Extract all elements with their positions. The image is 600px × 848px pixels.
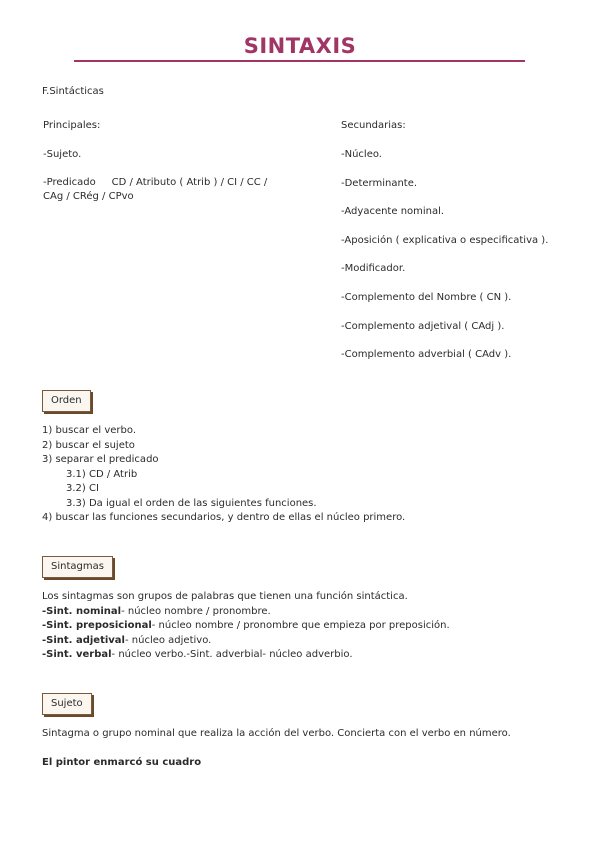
- sintagma-preposicional: [42, 619, 450, 634]
- sintagma-verbal-desc: - núcleo verbo.-Sint. adverbial- núcleo adverbio.: [111, 649, 353, 660]
- sintagma-adjetival: [42, 634, 450, 649]
- orden-step: 1) buscar el verbo.: [42, 425, 137, 436]
- secundarias-item: -Determinante.: [341, 178, 418, 189]
- orden-label-box: [42, 390, 91, 412]
- sintagma-nominal-desc: - núcleo nombre / pronombre.: [121, 605, 271, 617]
- principales-predicado-line1: -Predicado CD / Atributo ( Atrib ) / CI / CC /: [43, 177, 268, 188]
- secundarias-heading: Secundarias:: [341, 120, 406, 131]
- orden-step: 2) buscar el sujeto: [42, 439, 135, 451]
- sintagma-verbal-term: -Sint. verbal: [42, 649, 112, 660]
- principales-predicado-line2: CAg / CRég / CPvo: [43, 191, 134, 202]
- sintagma-preposicional-term: -Sint. preposicional: [42, 620, 152, 631]
- page-title: SINTAXIS: [243, 34, 357, 58]
- secundarias-item: -Complemento adverbial ( CAdv ).: [341, 349, 512, 360]
- sintagma-preposicional-desc: - núcleo nombre / pronombre que empieza por preposición.: [151, 620, 450, 631]
- secundarias-item: -Núcleo.: [341, 149, 382, 160]
- title-underline: [74, 60, 525, 62]
- orden-substep: 3.1) CD / Atrib: [66, 468, 138, 480]
- sujeto-example: El pintor enmarcó su cuadro: [42, 757, 202, 768]
- sintagmas-label-box: [42, 556, 113, 578]
- orden-list: [42, 424, 405, 526]
- sintagmas-label: Sintagmas: [51, 561, 104, 572]
- sintagmas-intro: Los sintagmas son grupos de palabras que tienen una función sintáctica.: [42, 591, 408, 602]
- sintagma-nominal-term: -Sint. nominal: [42, 605, 122, 617]
- secundarias-item: -Complemento adjetival ( CAdj ).: [341, 321, 505, 332]
- orden-step: 3) separar el predicado: [42, 454, 159, 465]
- sintagma-adjetival-term: -Sint. adjetival: [42, 634, 125, 646]
- orden-step: 4) buscar las funciones secundarios, y dentro de ellas el núcleo primero.: [42, 512, 406, 523]
- sintagmas-list: [42, 590, 450, 663]
- sujeto-definition: Sintagma o grupo nominal que realiza la acción del verbo. Concierta con el verbo en número.: [42, 728, 511, 739]
- sujeto-label-box: [42, 693, 92, 715]
- sintagma-nominal: [42, 605, 450, 620]
- sujeto-label: Sujeto: [51, 698, 83, 709]
- principales-heading: Principales:: [43, 120, 101, 131]
- secundarias-item: -Modificador.: [341, 263, 406, 274]
- orden-label: Orden: [51, 395, 82, 406]
- sintagma-verbal: [42, 648, 450, 663]
- secundarias-item: -Complemento del Nombre ( CN ).: [341, 292, 512, 303]
- funciones-header: F.Sintácticas: [42, 86, 104, 97]
- principales-sujeto: -Sujeto.: [43, 149, 82, 160]
- secundarias-item: -Aposición ( explicativa o especificativa ).: [341, 235, 549, 246]
- sintagma-adjetival-desc: - núcleo adjetivo.: [124, 634, 212, 646]
- orden-substep: 3.2) CI: [66, 483, 99, 494]
- secundarias-item: -Adyacente nominal.: [341, 206, 445, 217]
- orden-substep: 3.3) Da igual el orden de las siguientes funciones.: [66, 497, 317, 509]
